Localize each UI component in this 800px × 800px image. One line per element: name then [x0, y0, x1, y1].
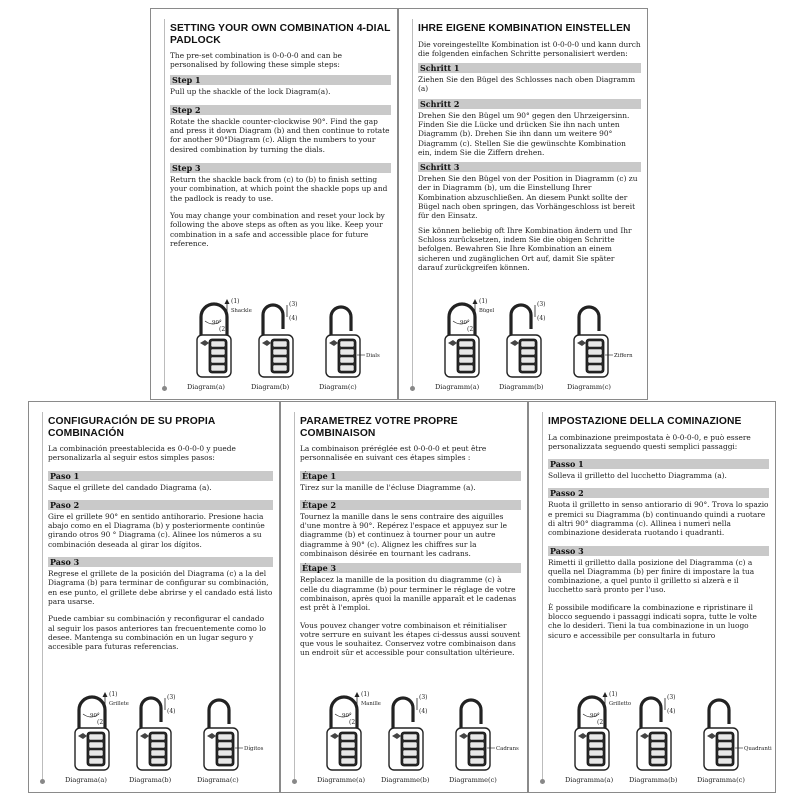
step3-label: Passo 3 [548, 546, 769, 556]
padlock-body [445, 335, 479, 377]
step-marker-3: (3) [667, 694, 676, 701]
panel-spanish [28, 401, 280, 793]
diagram-row [59, 688, 273, 784]
diagram-caption: Diagram(a) [187, 383, 225, 391]
shackle-icon [263, 305, 283, 339]
dial-icon [89, 742, 103, 748]
step1-text: Tirez sur la manille de l'écluse Diagramme (a). [300, 482, 476, 492]
intro-text: The pre-set combination is 0-0-0-0 and can be personalised by following these simple steps: [170, 51, 342, 70]
step1-text: Ziehen Sie den Bügel des Schlosses nach oben Diagramm (a) [418, 75, 636, 94]
step2-label: Étape 2 [300, 500, 521, 510]
padlock-body [137, 728, 171, 770]
shackle-icon [141, 698, 161, 732]
padlock-body [327, 728, 361, 770]
shackle-icon [461, 700, 481, 732]
shackle-label: Bügel [479, 308, 495, 314]
panel-content [418, 23, 641, 272]
panel-content [300, 416, 521, 658]
dial-icon [459, 349, 473, 355]
step-marker-4: (4) [667, 708, 676, 715]
step-marker-4: (4) [537, 315, 546, 322]
dial-icon [340, 341, 354, 347]
padlock-body [575, 728, 609, 770]
padlock-diagrams [181, 295, 398, 381]
diagram-caption: Diagramma(a) [565, 776, 614, 784]
diagram-caption: Diagram(b) [251, 383, 290, 391]
diagram-caption: Diagramm(a) [435, 383, 480, 391]
step-marker-2: (2) [349, 719, 358, 726]
dial-icon [403, 734, 417, 740]
padlock-body [75, 728, 109, 770]
dial-icon [273, 349, 287, 355]
dials-label: Dígitos [244, 746, 264, 752]
padlock-diagrams [429, 295, 648, 381]
panel-english [150, 8, 398, 400]
diagram-caption: Diagramme(a) [317, 776, 366, 784]
dial-icon [718, 758, 732, 764]
step1-label: Passo 1 [548, 459, 769, 469]
dial-icon [470, 742, 484, 748]
step-marker-2: (2) [467, 326, 476, 333]
step3-text: Regrese el grillete de la posición del Diagrama (c) a la del Diagrama (b) para terminar de configurar su combinación, en ese punto, el grillete debe abrirse y el candado está listo para usarse. [48, 569, 273, 606]
panel-german [398, 8, 648, 400]
diagram-caption: Diagrama(b) [129, 776, 172, 784]
dial-icon [651, 758, 665, 764]
angle-label: 90° [212, 320, 222, 326]
dial-icon [218, 734, 232, 740]
dial-icon [341, 742, 355, 748]
shackle-icon [641, 698, 661, 732]
dial-icon [341, 750, 355, 756]
step-marker-1: (1) [109, 691, 118, 698]
step1-label: Schritt 1 [418, 63, 641, 73]
intro-text: La combinaison préréglée est 0-0-0-0 et peut être personnalisée en suivant ces étapes simples : [300, 444, 487, 463]
dial-icon [589, 734, 603, 740]
padlock-body [197, 335, 231, 377]
shackle-icon [393, 698, 413, 732]
dial-icon [403, 758, 417, 764]
dial-icon [218, 750, 232, 756]
diagram-caption: Diagram(c) [319, 383, 357, 391]
dial-icon [218, 742, 232, 748]
diagram-caption: Diagramm(c) [567, 383, 611, 391]
step-marker-1: (1) [361, 691, 370, 698]
step3-label: Paso 3 [48, 557, 273, 567]
panel-french [280, 401, 528, 793]
shackle-icon [709, 700, 729, 732]
step-marker-3: (3) [167, 694, 176, 701]
angle-label: 90° [460, 320, 470, 326]
padlock-body [704, 728, 738, 770]
diagram-row [559, 688, 772, 784]
step2-text: Tournez la manille dans le sens contraire des aiguilles d'une montre à 90°. Repérez l'espace et appuyez sur le diagramme (b) et continuez à tourner pour un autre diagramme à 90° (c). Alignez les chiffres sur la combinaison désirée en tournant les cadrans. [300, 511, 508, 559]
dials-label: Dials [366, 353, 380, 359]
arrowhead-icon [355, 692, 360, 697]
shackle-icon [331, 307, 351, 339]
dial-icon [273, 357, 287, 363]
panel-content [170, 23, 391, 248]
step2-text: Ruota il grilletto in senso antiorario di 90°. Trova lo spazio e premici su Diagramma (b) continuando quindi a ruotare di altri 90° diagramma (c). Allinea i numeri nella combinazione desiderata ruotando i quadranti. [548, 500, 769, 538]
dial-icon [218, 758, 232, 764]
diagram-caption: Diagrama(c) [197, 776, 239, 784]
fold-line [412, 19, 413, 391]
diagram-caption: Diagramma(c) [697, 776, 745, 784]
note-text: È possibile modificare la combinazione e ripristinare il blocco seguendo i passaggi indicati sopra, tutte le volte che lo desideri. Tieni la tua combinazione in un luogo sicuro e accessibile per consultarla in futuro [548, 602, 757, 640]
dial-icon [211, 365, 225, 371]
dial-icon [341, 734, 355, 740]
step1-label: Paso 1 [48, 471, 273, 481]
diagram-row [429, 295, 641, 391]
dial-icon [470, 734, 484, 740]
dial-icon [340, 357, 354, 363]
dial-icon [521, 341, 535, 347]
note-text: You may change your combination and reset your lock by following the above steps as often as you like. Keep your combination in a safe and accessible place for future reference. [170, 210, 385, 248]
note-text: Puede cambiar su combinación y reconfigurar el candado al seguir los pasos anteriores tan frecuentemente como lo desee. Mantenga su combinación en un lugar seguro y accesible para futuras referencias. [48, 614, 266, 652]
step-marker-1: (1) [231, 298, 240, 305]
panel-title: IHRE EIGENE KOMBINATION EINSTELLEN [418, 23, 631, 34]
dial-icon [211, 341, 225, 347]
panel-content [548, 416, 769, 640]
angle-label: 90° [342, 713, 352, 719]
dial-icon [340, 365, 354, 371]
dial-icon [470, 750, 484, 756]
padlock-body [456, 728, 490, 770]
diagram-row [181, 295, 391, 391]
angle-label: 90° [590, 713, 600, 719]
dial-icon [589, 750, 603, 756]
dial-icon [718, 734, 732, 740]
dial-icon [651, 750, 665, 756]
padlock-diagrams [559, 688, 776, 774]
shackle-label: Grilletto [609, 701, 631, 707]
dial-icon [588, 357, 602, 363]
step2-text: Gire el grillete 90° en sentido antihorario. Presione hacia abajo como en el Diagrama (b) y posteriormente continúe girando otros 90 ° Diagrama (c). Alinee los números a su combinación deseada al girar los dígitos. [48, 511, 265, 549]
padlock-body [259, 335, 293, 377]
shackle-label: Shackle [231, 308, 252, 314]
dial-icon [459, 357, 473, 363]
dial-icon [89, 758, 103, 764]
step1-label: Étape 1 [300, 471, 521, 481]
dial-icon [521, 357, 535, 363]
dial-icon [273, 365, 287, 371]
panel-italian [528, 401, 776, 793]
diagram-caption: Diagramma(b) [629, 776, 678, 784]
step3-label: Étape 3 [300, 563, 521, 573]
diagram-caption: Diagrama(a) [65, 776, 107, 784]
dial-icon [459, 341, 473, 347]
step-marker-3: (3) [419, 694, 428, 701]
fold-line [42, 412, 43, 784]
dial-icon [521, 365, 535, 371]
step1-label: Step 1 [170, 75, 391, 85]
note-text: Sie können beliebig oft Ihre Kombination ändern und Ihr Schloss zurücksetzen, indem Sie die obigen Schritte befolgen. Bewahren Sie Ihre Kombination an einem sicheren und zugänglichen Ort auf, damit Sie später darauf zurückgreifen können. [418, 225, 632, 272]
padlock-body [204, 728, 238, 770]
shackle-icon [209, 700, 229, 732]
dial-icon [151, 742, 165, 748]
dial-icon [588, 341, 602, 347]
padlock-diagrams [311, 688, 528, 774]
dial-icon [718, 742, 732, 748]
diagram-caption: Diagramm(b) [499, 383, 544, 391]
arrowhead-icon [473, 299, 478, 304]
dial-icon [403, 742, 417, 748]
fold-line [164, 19, 165, 391]
step2-text: Rotate the shackle counter-clockwise 90°. Find the gap and press it down Diagram (b) and then continue to rotate for another 90°Diagram (c). Align the numbers to your desired combination by turning the dials. [170, 116, 390, 154]
intro-text: La combinazione preimpostata è 0-0-0-0, e può essere personalizzata seguendo questi semplici passaggi: [548, 432, 751, 451]
padlock-body [574, 335, 608, 377]
dial-icon [211, 349, 225, 355]
note-text: Vous pouvez changer votre combinaison et réinitialiser votre serrure en suivant les étapes ci-dessus aussi souvent que vous le souhaitez. Conservez votre combinaison dans un endroit sûr et accessible pour consultation ultérieure. [300, 620, 521, 658]
step3-label: Schritt 3 [418, 162, 641, 172]
arrowhead-icon [603, 692, 608, 697]
step3-text: Replacez la manille de la position du diagramme (c) à celle du diagramme (b) pour terminer le réglage de votre combinaison, après quoi la manille apparaît et le cadenas est prêt à l'emploi. [300, 575, 517, 613]
panel-title: PARAMETREZ VOTRE PROPRE COMBINAISON [300, 416, 458, 439]
step-marker-3: (3) [289, 301, 298, 308]
panel-content [48, 416, 273, 651]
fold-line [542, 412, 543, 784]
shackle-label: Grillete [109, 701, 129, 707]
step3-label: Step 3 [170, 163, 391, 173]
dial-icon [521, 349, 535, 355]
padlock-body [507, 335, 541, 377]
dials-label: Cadrans [496, 746, 519, 752]
shackle-icon [579, 307, 599, 339]
step-marker-1: (1) [609, 691, 618, 698]
panel-title: SETTING YOUR OWN COMBINATION 4-DIAL PADLOCK [170, 23, 391, 46]
dial-icon [718, 750, 732, 756]
intro-text: Die voreingestellte Kombination ist 0-0-0-0 und kann durch die folgenden einfachen Schritte personalisiert werden: [418, 39, 641, 58]
arrowhead-icon [103, 692, 108, 697]
padlock-diagrams [59, 688, 279, 774]
dial-icon [211, 357, 225, 363]
padlock-body [389, 728, 423, 770]
dial-icon [651, 734, 665, 740]
padlock-body [326, 335, 360, 377]
dial-icon [588, 349, 602, 355]
step1-text: Pull up the shackle of the lock Diagram(a). [170, 86, 331, 96]
step-marker-4: (4) [289, 315, 298, 322]
dial-icon [89, 750, 103, 756]
dial-icon [151, 758, 165, 764]
panel-title: IMPOSTAZIONE DELLA COMINAZIONE [548, 416, 742, 427]
dial-icon [151, 734, 165, 740]
dial-icon [459, 365, 473, 371]
intro-text: La combinación preestablecida es 0-0-0-0 y puede personalizarla al seguir estos simples pasos: [48, 444, 236, 463]
shackle-label: Manille [361, 701, 381, 707]
step3-text: Rimetti il grilletto dalla posizione del Diagramma (c) a quella nel Diagramma (b) per finire di impostare la tua combinazione, a quel punto il grilletto si alzerà e il lucchetto sarà pronto per l'uso. [548, 557, 755, 595]
arrowhead-icon [225, 299, 230, 304]
step-marker-4: (4) [419, 708, 428, 715]
step-marker-1: (1) [479, 298, 488, 305]
dials-label: Quadranti [744, 746, 772, 752]
step-marker-4: (4) [167, 708, 176, 715]
dial-icon [588, 365, 602, 371]
dial-icon [589, 742, 603, 748]
step-marker-3: (3) [537, 301, 546, 308]
step2-label: Schritt 2 [418, 99, 641, 109]
dial-icon [341, 758, 355, 764]
step1-text: Solleva il grilletto del lucchetto Diagramma (a). [548, 471, 727, 481]
step-marker-2: (2) [597, 719, 606, 726]
dial-icon [651, 742, 665, 748]
fold-line [294, 412, 295, 784]
dial-icon [340, 349, 354, 355]
angle-label: 90° [90, 713, 100, 719]
dial-icon [89, 734, 103, 740]
dial-icon [273, 341, 287, 347]
dial-icon [151, 750, 165, 756]
step3-text: Return the shackle back from (c) to (b) to finish setting your combination, at which point the shackle pops up and the padlock is ready to use. [170, 175, 388, 203]
step2-text: Drehen Sie den Bügel um 90° gegen den Uhrzeigersinn. Finden Sie die Lücke und drücken Sie ihn nach unten Diagramm (b). Drehen Sie ihn dann um weitere 90° Diagramm (c). Stellen Sie die gewünschte Kombination ein, indem Sie die Ziffern drehen. [418, 110, 630, 157]
step3-text: Drehen Sie den Bügel von der Position in Diagramm (c) zu der in Diagramm (b), um die Einstellung Ihrer Kombination abzuschließen. An diesem Punkt sollte der Bügel nach oben springen, das Vorhängeschloss ist bereit für den Einsatz. [418, 174, 638, 221]
step2-label: Step 2 [170, 105, 391, 115]
step-marker-2: (2) [219, 326, 228, 333]
dial-icon [589, 758, 603, 764]
diagram-caption: Diagramme(b) [381, 776, 430, 784]
diagram-row [311, 688, 521, 784]
diagram-caption: Diagramme(c) [449, 776, 497, 784]
step1-text: Saque el grillete del candado Diagrama (a). [48, 482, 212, 492]
step2-label: Passo 2 [548, 488, 769, 498]
step2-label: Paso 2 [48, 500, 273, 510]
dial-icon [470, 758, 484, 764]
panel-title: CONFIGURACIÓN DE SU PROPIA COMBINACIÓN [48, 416, 215, 439]
dials-label: Ziffern [614, 353, 633, 359]
dial-icon [403, 750, 417, 756]
shackle-icon [511, 305, 531, 339]
step-marker-2: (2) [97, 719, 106, 726]
padlock-body [637, 728, 671, 770]
